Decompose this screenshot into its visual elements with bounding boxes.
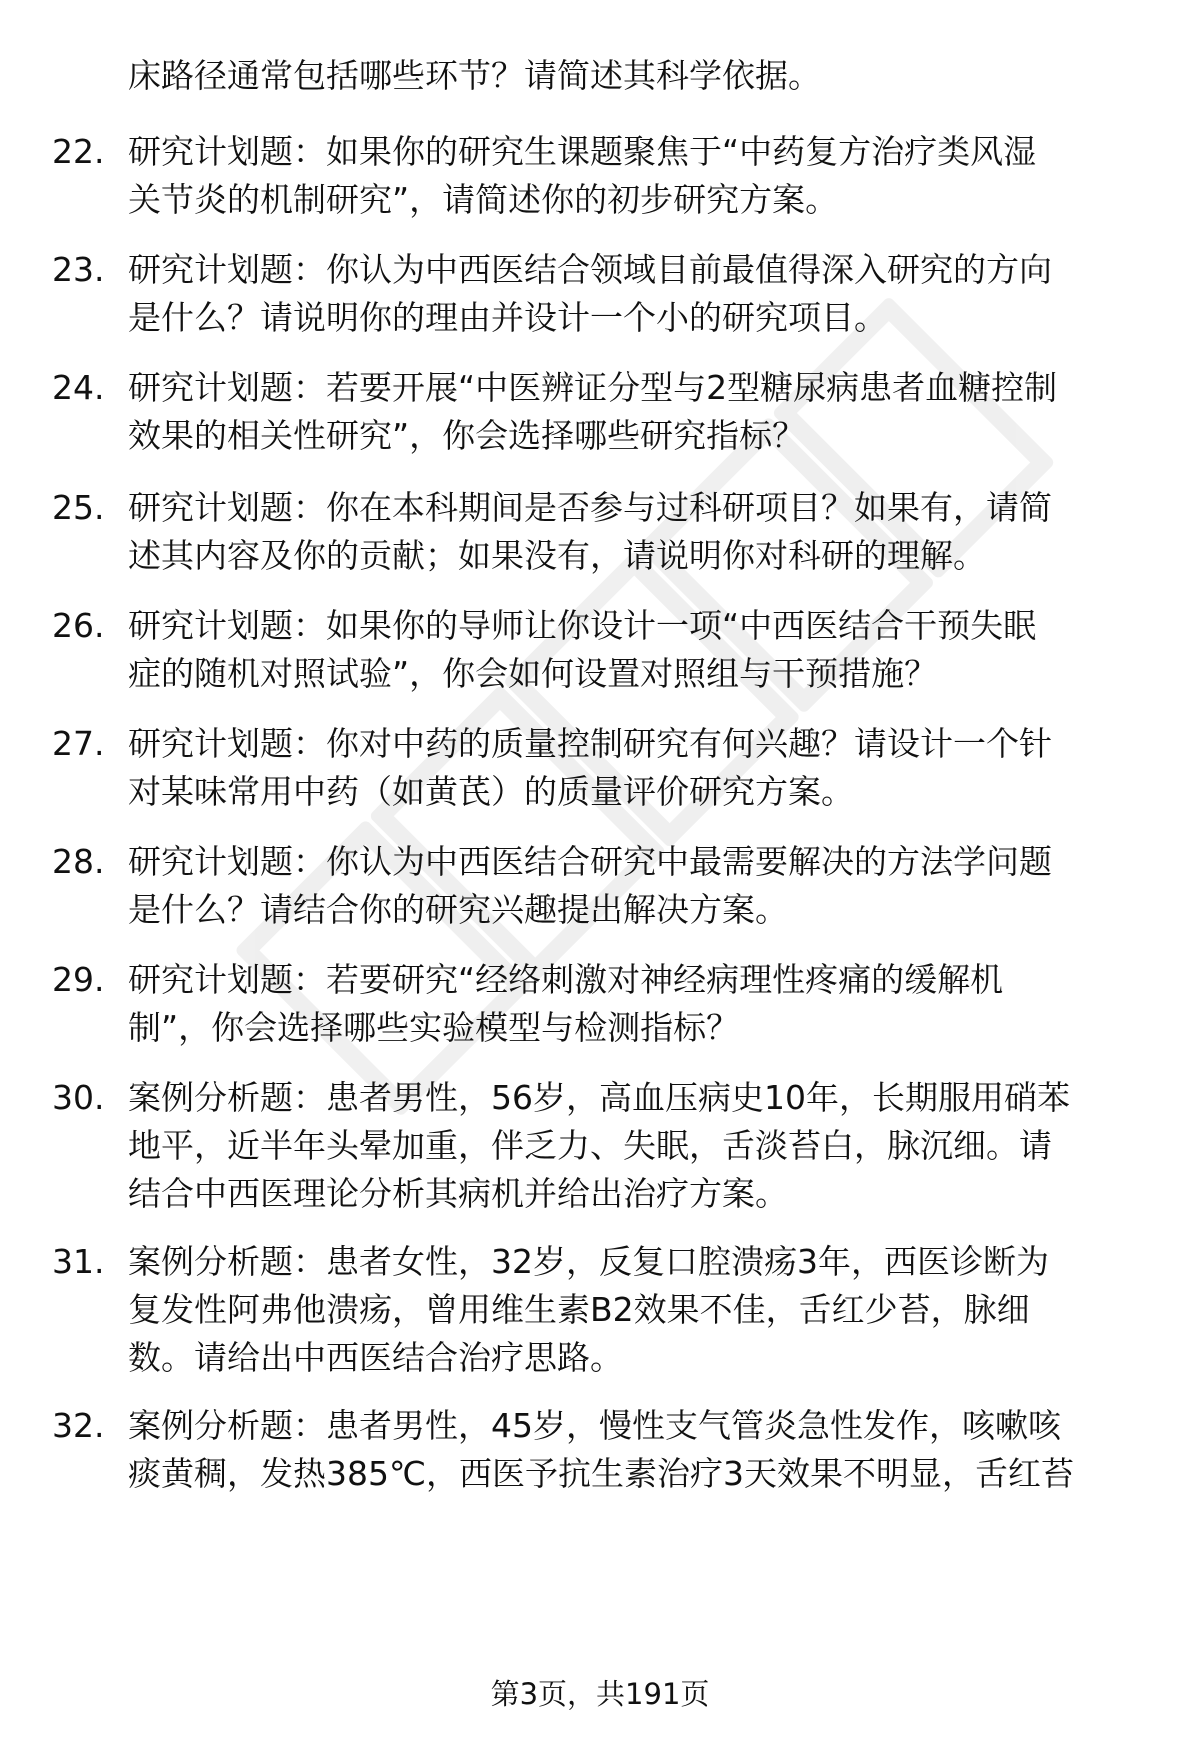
item-number: 27.	[52, 724, 105, 763]
item-number: 25.	[52, 488, 105, 527]
item-line: 床路径通常包括哪些环节？请简述其科学依据。	[128, 56, 821, 95]
item-line: 效果的相关性研究”，你会选择哪些研究指标？	[128, 416, 806, 455]
item-text	[128, 720, 1168, 816]
item-line: 研究计划题：如果你的导师让你设计一项“中西医结合干预失眠	[128, 606, 1037, 645]
item-number: 29.	[52, 960, 105, 999]
item-text	[128, 1074, 1168, 1218]
item-line: 研究计划题：你认为中西医结合领域目前最值得深入研究的方向	[128, 250, 1052, 289]
item-number: 31.	[52, 1242, 105, 1281]
item-line: 是什么？请说明你的理由并设计一个小的研究项目。	[128, 298, 887, 337]
item-number: 28.	[52, 842, 105, 881]
item-line: 数。请给出中西医结合治疗思路。	[128, 1338, 623, 1377]
item-number: 26.	[52, 606, 105, 645]
item-line: 症的随机对照试验”，你会如何设置对照组与干预措施？	[128, 654, 938, 693]
item-text	[128, 1402, 1168, 1498]
item-text	[128, 602, 1168, 698]
item-text	[128, 1238, 1168, 1382]
item-text	[128, 484, 1168, 580]
item-text	[128, 246, 1168, 342]
item-line: 案例分析题：患者男性，56岁，高血压病史10年，长期服用硝苯	[128, 1078, 1070, 1117]
item-line: 研究计划题：你在本科期间是否参与过科研项目？如果有，请简	[128, 488, 1052, 527]
item-line: 结合中西医理论分析其病机并给出治疗方案。	[128, 1174, 788, 1213]
item-number: 24.	[52, 368, 105, 407]
item-line: 研究计划题：如果你的研究生课题聚焦于“中药复方治疗类风湿	[128, 132, 1037, 171]
item-line: 关节炎的机制研究”，请简述你的初步研究方案。	[128, 180, 839, 219]
page-footer: 第3页，共191页	[490, 1677, 710, 1711]
item-line: 案例分析题：患者男性，45岁，慢性支气管炎急性发作，咳嗽咳	[128, 1406, 1061, 1445]
item-line: 研究计划题：你认为中西医结合研究中最需要解决的方法学问题	[128, 842, 1052, 881]
item-number: 32.	[52, 1406, 105, 1445]
item-text	[128, 52, 1168, 100]
item-line: 对某味常用中药（如黄芪）的质量评价研究方案。	[128, 772, 854, 811]
item-line: 述其内容及你的贡献；如果没有，请说明你对科研的理解。	[128, 536, 986, 575]
item-line: 制”，你会选择哪些实验模型与检测指标？	[128, 1008, 740, 1047]
item-line: 地平，近半年头晕加重，伴乏力、失眠，舌淡苔白，脉沉细。请	[128, 1126, 1052, 1165]
item-text	[128, 838, 1168, 934]
item-line: 复发性阿弗他溃疡，曾用维生素B2效果不佳，舌红少苔，脉细	[128, 1290, 1030, 1329]
item-number: 30.	[52, 1078, 105, 1117]
item-line: 案例分析题：患者女性，32岁，反复口腔溃疡3年，西医诊断为	[128, 1242, 1049, 1281]
item-text	[128, 364, 1168, 460]
item-line: 是什么？请结合你的研究兴趣提出解决方案。	[128, 890, 788, 929]
item-line: 研究计划题：若要研究“经络刺激对神经病理性疼痛的缓解机	[128, 960, 1004, 999]
item-line: 研究计划题：你对中药的质量控制研究有何兴趣？请设计一个针	[128, 724, 1052, 763]
item-line: 痰黄稠，发热385℃，西医予抗生素治疗3天效果不明显，舌红苔	[128, 1454, 1075, 1493]
item-text	[128, 128, 1168, 224]
item-text	[128, 956, 1168, 1052]
item-line: 研究计划题：若要开展“中医辨证分型与2型糖尿病患者血糖控制	[128, 368, 1058, 407]
item-number: 23.	[52, 250, 105, 289]
item-number: 22.	[52, 132, 105, 171]
